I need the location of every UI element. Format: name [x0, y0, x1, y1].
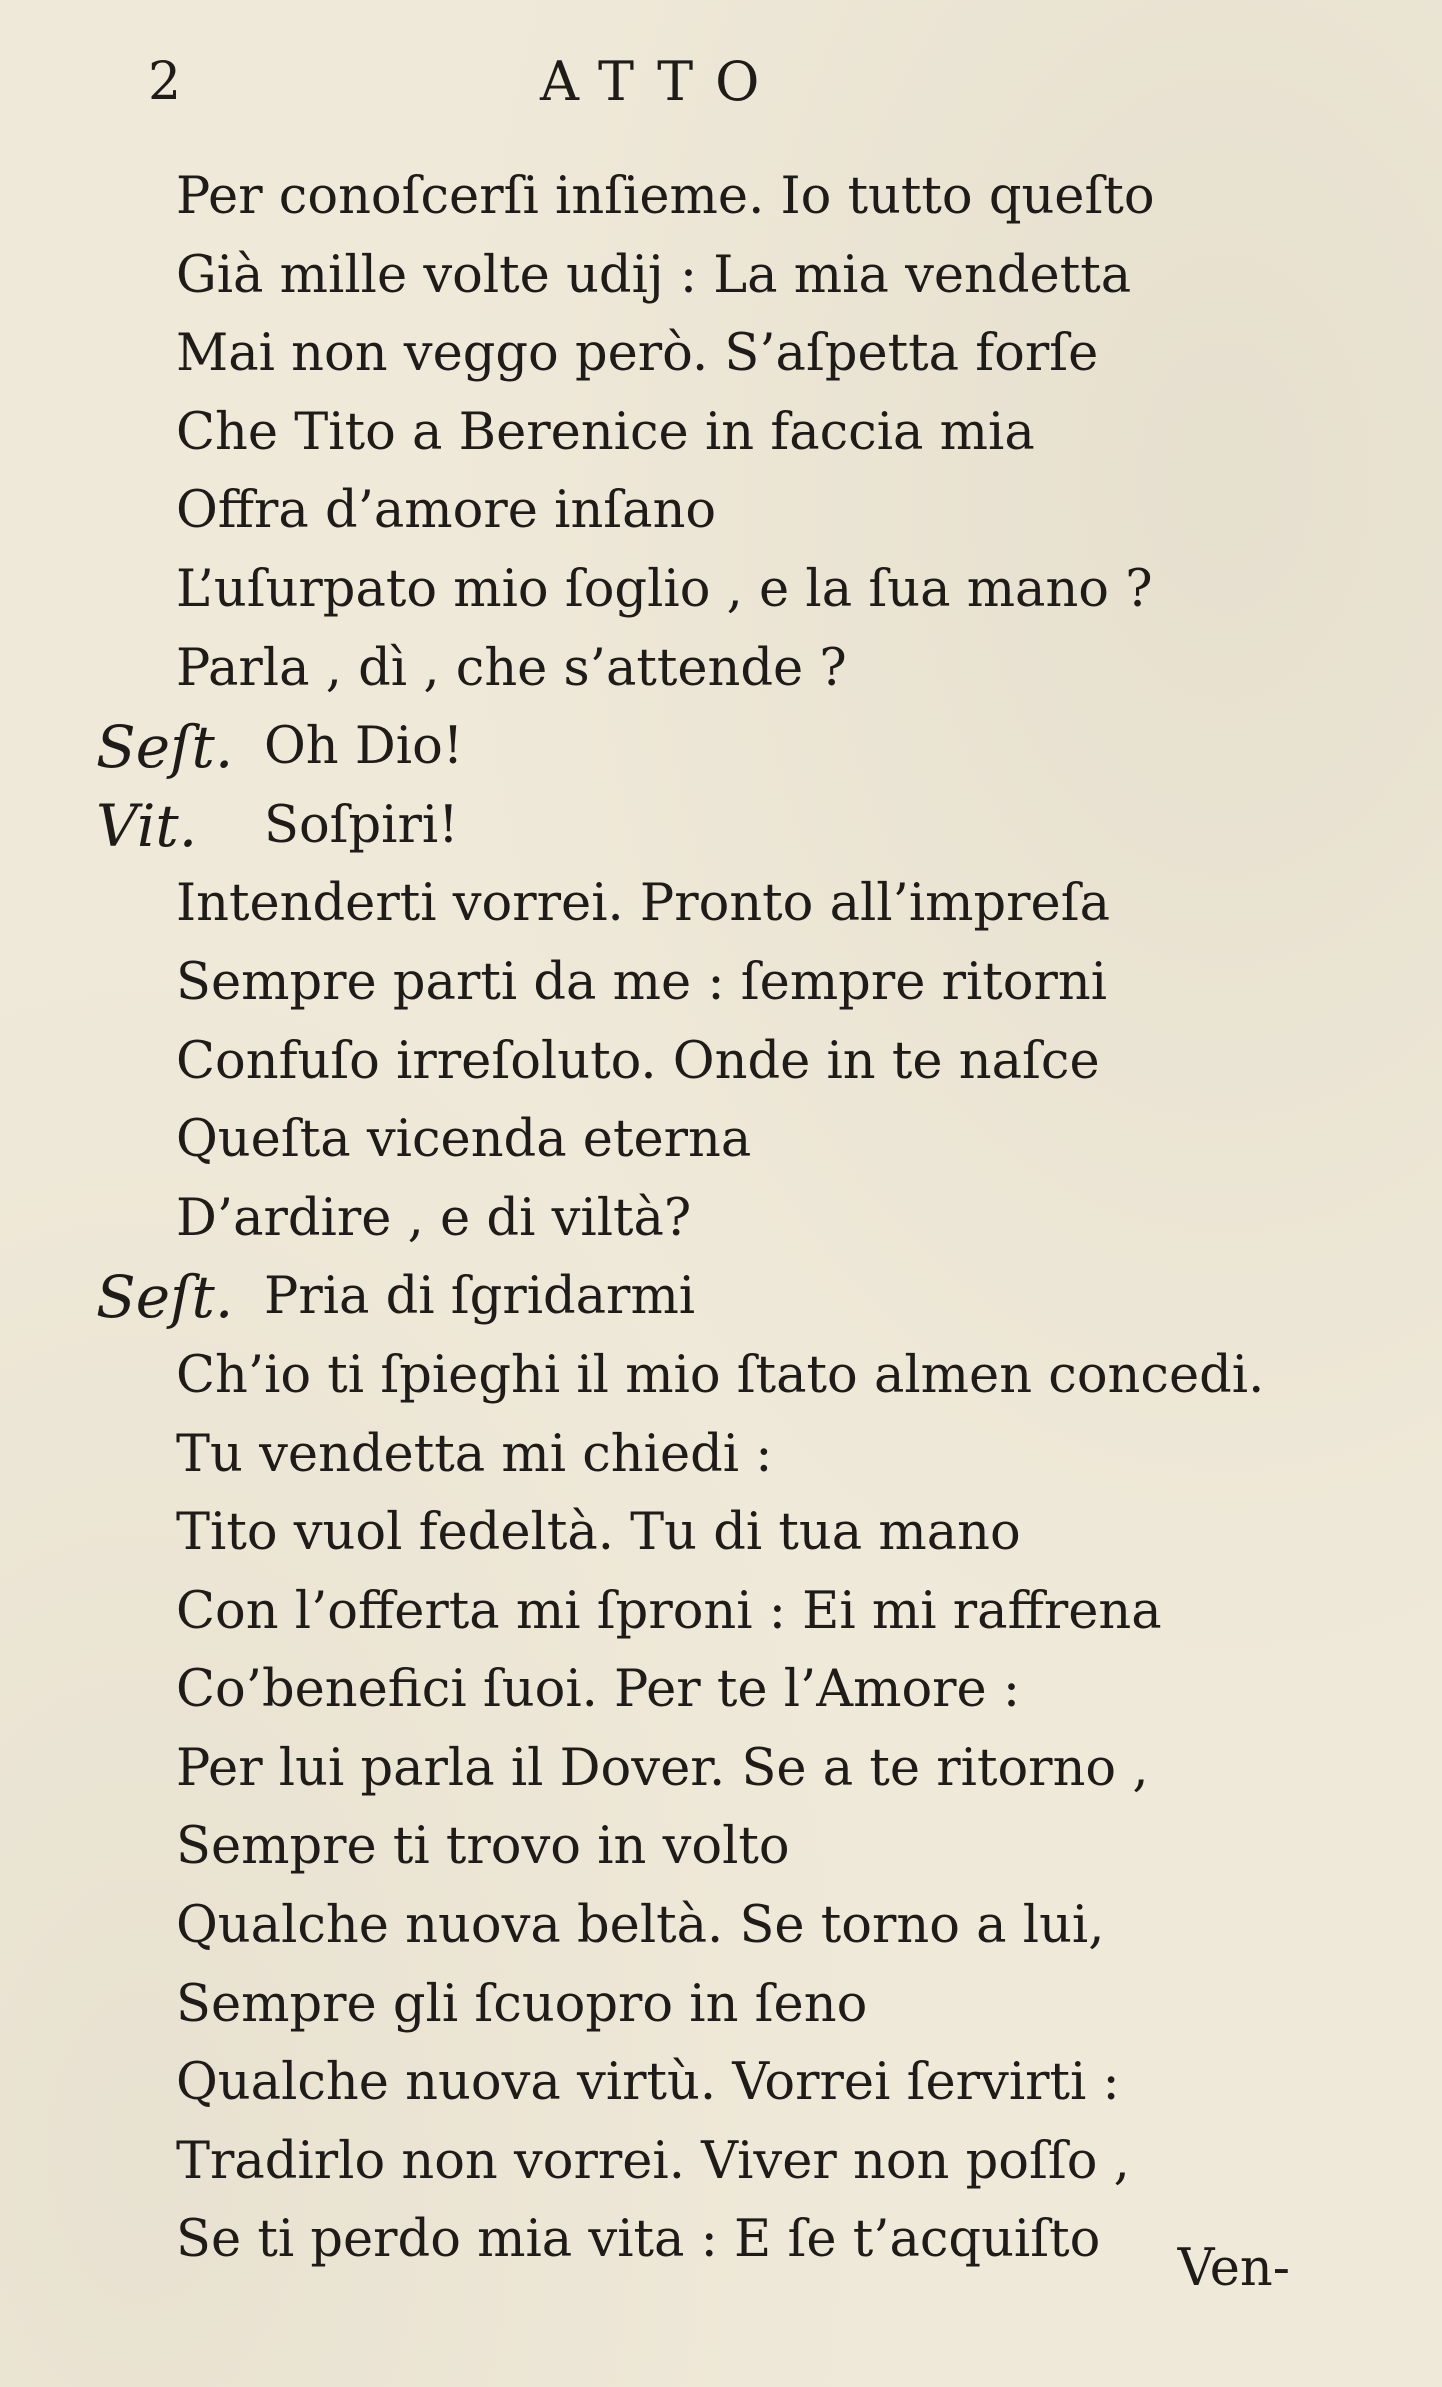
- verse-text-line: Qualche nuova virtù. Vorrei ſervirti :: [176, 2053, 1120, 2113]
- speaker-label: Seſt.: [96, 1263, 234, 1332]
- verse-line: [0, 315, 1442, 394]
- speech-text: Soſpiri!: [264, 795, 459, 855]
- speech-text: Pria di ſgridarmi: [264, 1267, 696, 1327]
- verse-text: [0, 158, 1442, 2280]
- speaker-label: Vit.: [96, 791, 198, 860]
- verse-line: [0, 1966, 1442, 2045]
- verse-line: [0, 1023, 1442, 1102]
- verse-line: [0, 1808, 1442, 1887]
- page-header: [0, 40, 1442, 130]
- verse-text-line: Co’benefici ſuoi. Per te l’Amore :: [176, 1660, 1021, 1720]
- speaker-line: [0, 787, 1442, 866]
- verse-line: [0, 394, 1442, 473]
- verse-text-line: Sempre parti da me : ſempre ritorni: [176, 952, 1108, 1012]
- verse-line: [0, 1887, 1442, 1966]
- verse-line: [0, 865, 1442, 944]
- verse-text-line: Per conoſcerſi inſieme. Io tutto queſto: [176, 167, 1155, 226]
- verse-line: [0, 472, 1442, 551]
- verse-line: [0, 944, 1442, 1023]
- speaker-label: Seſt.: [96, 713, 234, 782]
- verse-line: [0, 551, 1442, 630]
- verse-line: [0, 1573, 1442, 1652]
- verse-text-line: Intenderti vorrei. Pronto all’impreſa: [176, 874, 1110, 934]
- speech-text: Oh Dio!: [264, 717, 464, 777]
- verse-text-line: Qualche nuova beltà. Se torno a lui,: [176, 1896, 1105, 1956]
- verse-text-line: Tito vuol fedeltà. Tu di tua mano: [176, 1503, 1021, 1563]
- verse-line: [0, 1494, 1442, 1573]
- verse-line: [0, 1416, 1442, 1495]
- speaker-line: [0, 708, 1442, 787]
- running-head: ATTO: [540, 50, 782, 113]
- verse-text-line: Che Tito a Berenice in faccia mia: [176, 402, 1035, 462]
- verse-text-line: Se ti perdo mia vita : E ſe t’acquiſto: [176, 2210, 1101, 2270]
- verse-line: [0, 1337, 1442, 1416]
- verse-text-line: Con l’offerta mi ſproni : Ei mi raffrena: [176, 1581, 1162, 1641]
- verse-text-line: Per lui parla il Dover. Se a te ritorno ,: [176, 1738, 1149, 1798]
- page-number: 2: [148, 52, 182, 112]
- verse-line: [0, 237, 1442, 316]
- catchword: Ven-: [1177, 2239, 1290, 2298]
- verse-line: [0, 1730, 1442, 1809]
- verse-text-line: Confuſo irreſoluto. Onde in te naſce: [176, 1031, 1100, 1091]
- verse-text-line: Tradirlo non vorrei. Viver non poſſo ,: [176, 2131, 1130, 2191]
- verse-text-line: Sempre gli ſcuopro in ſeno: [176, 1974, 868, 2034]
- verse-line: [0, 2123, 1442, 2202]
- verse-text-line: Già mille volte udij : La mia vendetta: [176, 245, 1132, 305]
- verse-text-line: Tu vendetta mi chiedi :: [176, 1424, 773, 1484]
- verse-line: [0, 158, 1442, 237]
- verse-text-line: Mai non veggo però. S’aſpetta forſe: [176, 324, 1099, 384]
- verse-line: [0, 1651, 1442, 1730]
- verse-text-line: Queſta vicenda eterna: [176, 1110, 752, 1170]
- speaker-line: [0, 1258, 1442, 1337]
- verse-text-line: Offra d’amore inſano: [176, 481, 717, 541]
- verse-text-line: L’uſurpato mio ſoglio , e la ſua mano ?: [176, 559, 1153, 619]
- verse-line: [0, 1180, 1442, 1259]
- verse-line: [0, 2044, 1442, 2123]
- verse-line: [0, 630, 1442, 709]
- verse-line: [0, 1101, 1442, 1180]
- verse-text-line: Ch’io ti ſpieghi il mio ſtato almen concedi.: [176, 1345, 1265, 1405]
- verse-text-line: D’ardire , e di viltà?: [176, 1188, 692, 1248]
- verse-text-line: Sempre ti trovo in volto: [176, 1817, 790, 1877]
- verse-text-line: Parla , dì , che s’attende ?: [176, 638, 847, 698]
